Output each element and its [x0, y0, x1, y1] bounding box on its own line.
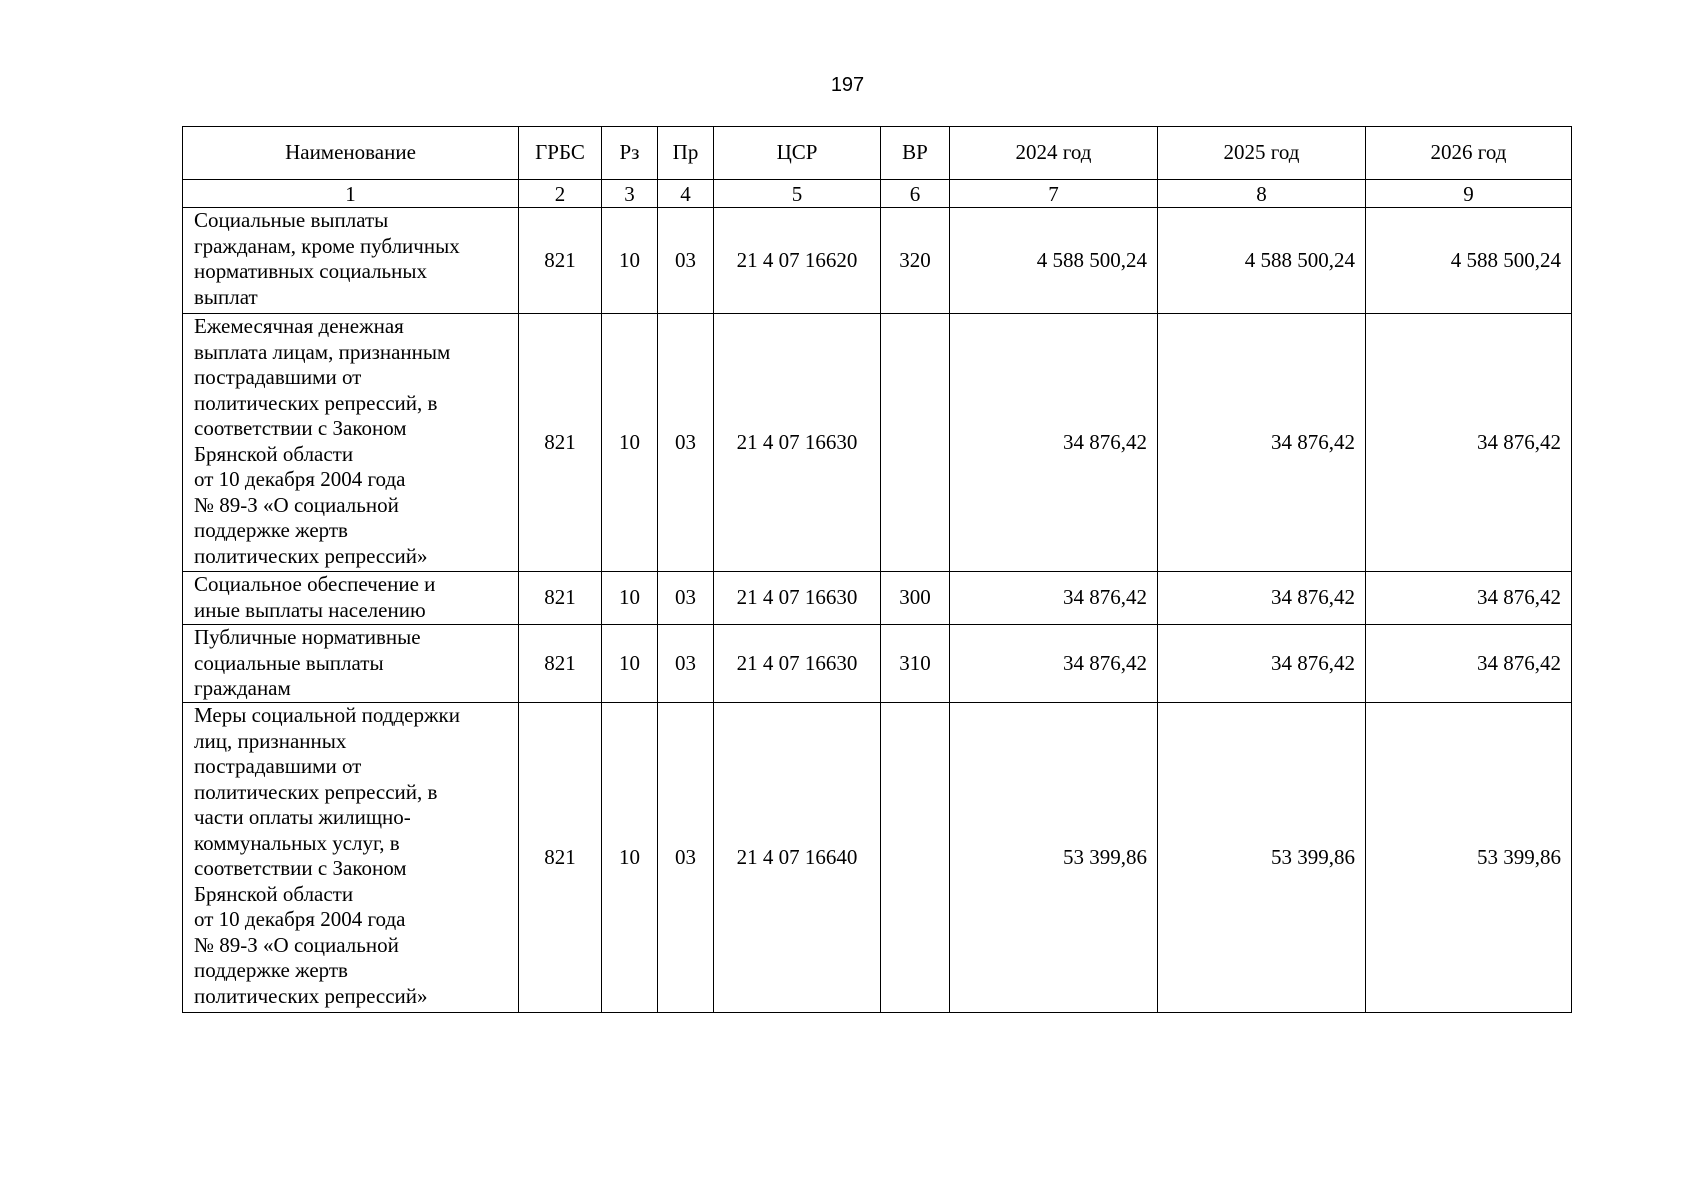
amount-2024-cell: 34 876,42: [950, 314, 1158, 572]
pr-cell: 03: [658, 572, 714, 625]
vr-cell: 310: [881, 625, 950, 703]
name-line: Брянской области: [194, 881, 354, 906]
rz-cell: 10: [602, 208, 658, 314]
name-line: пострадавшими от: [194, 365, 362, 389]
column-number: 3: [602, 180, 658, 208]
header-cell-2025: 2025 год: [1158, 127, 1366, 180]
amount-2025-cell: 53 399,86: [1158, 703, 1366, 1013]
name-line: № 89-З «О социальной: [194, 492, 399, 517]
name-line: гражданам: [194, 676, 291, 700]
name-cell: [183, 703, 519, 1013]
amount-2026-cell: 34 876,42: [1366, 314, 1572, 572]
column-number: 1: [183, 180, 519, 208]
vr-cell: [881, 314, 950, 572]
pr-cell: 03: [658, 703, 714, 1013]
column-number: 7: [950, 180, 1158, 208]
header-cell-csr: ЦСР: [714, 127, 881, 180]
table-row: [183, 625, 1572, 703]
name-line: от 10 декабря 2004 года: [194, 467, 406, 491]
pr-cell: 03: [658, 625, 714, 703]
header-cell-pr: Пр: [658, 127, 714, 180]
amount-2024-cell: 53 399,86: [950, 703, 1158, 1013]
name-line: политических репрессий»: [194, 543, 428, 568]
header-cell-2024: 2024 год: [950, 127, 1158, 180]
amount-2026-cell: 53 399,86: [1366, 703, 1572, 1013]
amount-2026-cell: 4 588 500,24: [1366, 208, 1572, 314]
column-number: 4: [658, 180, 714, 208]
name-line: нормативных социальных: [194, 259, 427, 283]
name-line: коммунальных услуг, в: [194, 830, 400, 855]
amount-2026-cell: 34 876,42: [1366, 572, 1572, 625]
csr-cell: 21 4 07 16630: [714, 314, 881, 572]
name-line: соответствии с Законом: [194, 416, 407, 440]
page-number: 197: [830, 74, 865, 96]
rz-cell: 10: [602, 625, 658, 703]
column-number: 9: [1366, 180, 1572, 208]
rz-cell: 10: [602, 703, 658, 1013]
name-line: выплата лицам, признанным: [194, 339, 451, 364]
name-line: Меры социальной поддержки: [194, 703, 460, 727]
grbs-cell: 821: [519, 208, 602, 314]
name-line: Социальные выплаты: [194, 208, 389, 232]
csr-cell: 21 4 07 16620: [714, 208, 881, 314]
header-cell-rz: Рз: [602, 127, 658, 180]
header-cell-grbs: ГРБС: [519, 127, 602, 180]
amount-2026-cell: 34 876,42: [1366, 625, 1572, 703]
column-number: 8: [1158, 180, 1366, 208]
vr-cell: 320: [881, 208, 950, 314]
column-number-row: [183, 180, 1572, 208]
grbs-cell: 821: [519, 572, 602, 625]
column-number: 2: [519, 180, 602, 208]
name-line: выплат: [194, 284, 258, 309]
rz-cell: 10: [602, 314, 658, 572]
table-row: [183, 314, 1572, 572]
name-line: Ежемесячная денежная: [194, 314, 404, 338]
name-line: гражданам, кроме публичных: [194, 233, 460, 258]
amount-2025-cell: 34 876,42: [1158, 314, 1366, 572]
name-line: Публичные нормативные: [194, 625, 421, 649]
column-number: 6: [881, 180, 950, 208]
name-cell: [183, 572, 519, 625]
rz-cell: 10: [602, 572, 658, 625]
name-line: политических репрессий, в: [194, 779, 438, 804]
amount-2025-cell: 34 876,42: [1158, 625, 1366, 703]
header-cell-2026: 2026 год: [1366, 127, 1572, 180]
pr-cell: 03: [658, 314, 714, 572]
table-row: [183, 572, 1572, 625]
budget-table: [182, 126, 1572, 1013]
grbs-cell: 821: [519, 703, 602, 1013]
name-line: политических репрессий, в: [194, 390, 438, 415]
name-cell: [183, 625, 519, 703]
pr-cell: 03: [658, 208, 714, 314]
name-line: Брянской области: [194, 441, 354, 466]
csr-cell: 21 4 07 16630: [714, 625, 881, 703]
vr-cell: 300: [881, 572, 950, 625]
name-line: № 89-З «О социальной: [194, 932, 399, 957]
csr-cell: 21 4 07 16640: [714, 703, 881, 1013]
table-row: [183, 703, 1572, 1013]
amount-2025-cell: 4 588 500,24: [1158, 208, 1366, 314]
csr-cell: 21 4 07 16630: [714, 572, 881, 625]
name-line: поддержке жертв: [194, 958, 348, 982]
amount-2025-cell: 34 876,42: [1158, 572, 1366, 625]
header-cell-name: Наименование: [183, 127, 519, 180]
header-cell-vr: ВР: [881, 127, 950, 180]
name-line: социальные выплаты: [194, 650, 384, 675]
grbs-cell: 821: [519, 314, 602, 572]
name-line: части оплаты жилищно-: [194, 805, 411, 829]
name-line: политических репрессий»: [194, 983, 428, 1008]
name-line: Социальное обеспечение и: [194, 572, 436, 596]
name-line: соответствии с Законом: [194, 856, 407, 880]
name-line: пострадавшими от: [194, 754, 362, 778]
table-row: [183, 208, 1572, 314]
amount-2024-cell: 34 876,42: [950, 625, 1158, 703]
name-line: поддержке жертв: [194, 518, 348, 542]
name-cell: [183, 208, 519, 314]
amount-2024-cell: 4 588 500,24: [950, 208, 1158, 314]
name-line: от 10 декабря 2004 года: [194, 907, 406, 931]
amount-2024-cell: 34 876,42: [950, 572, 1158, 625]
name-line: лиц, признанных: [194, 728, 347, 753]
column-number: 5: [714, 180, 881, 208]
grbs-cell: 821: [519, 625, 602, 703]
name-line: иные выплаты населению: [194, 597, 426, 622]
name-cell: [183, 314, 519, 572]
vr-cell: [881, 703, 950, 1013]
header-row: [183, 127, 1572, 180]
